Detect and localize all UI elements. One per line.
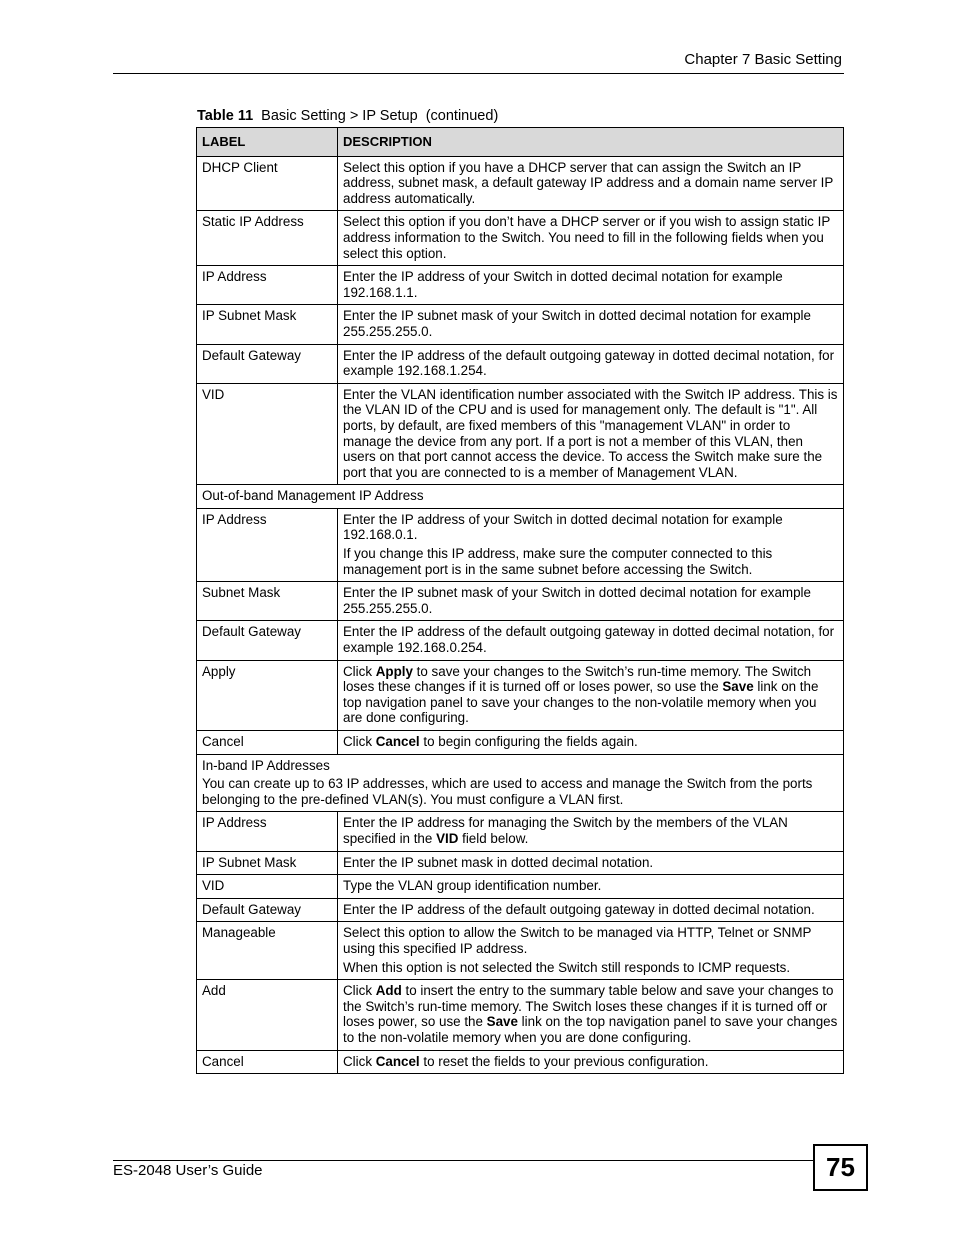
table-row (197, 922, 844, 980)
text-run: link on the top navigation panel to save your changes to the non-volatile memory when you are done configuring. (343, 1014, 838, 1045)
text-run: to reset the fields to your previous configuration. (419, 1053, 709, 1069)
text-run: Enter the IP address for managing the Switch by the members of the VLAN specified in the (343, 815, 788, 846)
section-cell (197, 754, 844, 812)
table-row (197, 266, 844, 305)
table-row (197, 1050, 844, 1074)
chapter-header: Chapter 7 Basic Setting (684, 51, 842, 68)
table-row (197, 156, 844, 211)
table-caption-label: Table 11 (197, 108, 254, 124)
row-label: Default Gateway (197, 344, 338, 383)
header-rule (113, 73, 844, 74)
row-description (338, 812, 844, 851)
row-label: DHCP Client (197, 156, 338, 211)
row-description (338, 660, 844, 730)
text-run: Click (343, 663, 376, 679)
row-description (338, 922, 844, 980)
row-label: IP Address (197, 508, 338, 581)
table-row (197, 508, 844, 581)
table-row (197, 344, 844, 383)
table-row (197, 383, 844, 485)
section-row-out-of-band (197, 485, 844, 509)
section-title: In-band IP Addresses (202, 757, 330, 773)
row-description: Select this option if you have a DHCP server that can assign the Switch an IP address, subnet mask, a default gateway IP address and a domain name server IP address automatically. (338, 156, 844, 211)
ip-setup-table (196, 127, 844, 1074)
bold-term-cancel: Cancel (375, 1053, 420, 1069)
table-row (197, 582, 844, 621)
row-label: Cancel (197, 1050, 338, 1074)
row-label: IP Address (197, 812, 338, 851)
row-label: Add (197, 980, 338, 1050)
description-paragraph: When this option is not selected the Switch still responds to ICMP requests. (343, 959, 791, 975)
description-paragraph: Select this option to allow the Switch to be managed via HTTP, Telnet or SNMP using this specified IP address. (343, 925, 812, 956)
footer-rule (113, 1160, 813, 1161)
row-description: Enter the IP address of the default outgoing gateway in dotted decimal notation. (338, 898, 844, 922)
row-description: Select this option if you don’t have a DHCP server or if you wish to assign static IP address information to the Switch. You need to fill in the following fields when you select this option. (338, 211, 844, 266)
row-label: Apply (197, 660, 338, 730)
table-row (197, 731, 844, 755)
row-label: VID (197, 383, 338, 485)
text-run: to begin configuring the fields again. (419, 734, 638, 749)
section-title: Out-of-band Management IP Address (197, 485, 844, 509)
column-header-description: DESCRIPTION (338, 128, 844, 157)
table-header-row (197, 128, 844, 157)
guide-title: ES-2048 User’s Guide (113, 1162, 263, 1179)
row-label: Cancel (197, 731, 338, 755)
text-run: field below. (458, 830, 529, 846)
row-description (338, 1050, 844, 1074)
row-description (338, 731, 844, 755)
row-description: Enter the IP address of the default outgoing gateway in dotted decimal notation, for example 192.168.0.254. (338, 621, 844, 660)
bold-term-add: Add (375, 983, 402, 999)
table-caption (197, 108, 498, 124)
row-description (338, 508, 844, 581)
text-run: Click (343, 1053, 376, 1069)
table-row (197, 305, 844, 344)
row-description (338, 980, 844, 1050)
page-number: 75 (813, 1144, 868, 1191)
table-row (197, 621, 844, 660)
text-run: Click (343, 983, 376, 999)
bold-term-save: Save (722, 679, 754, 695)
row-description: Enter the IP subnet mask in dotted decimal notation. (338, 851, 844, 875)
row-label: Static IP Address (197, 211, 338, 266)
text-run: link on the top navigation panel to save your changes to the non-volatile memory when you are done configuring. (343, 679, 819, 726)
row-label: Default Gateway (197, 621, 338, 660)
row-label: Manageable (197, 922, 338, 980)
row-label: Subnet Mask (197, 582, 338, 621)
table-row (197, 875, 844, 899)
table-row (197, 851, 844, 875)
text-run: Click (343, 734, 376, 749)
bold-term-apply: Apply (375, 663, 413, 679)
bold-term-save: Save (486, 1014, 518, 1030)
row-label: VID (197, 875, 338, 899)
table-row (197, 980, 844, 1050)
description-paragraph: Enter the IP address of your Switch in dotted decimal notation for example 192.168.0.1. (343, 511, 783, 543)
bold-term-cancel: Cancel (375, 734, 420, 749)
row-description: Enter the IP address of your Switch in dotted decimal notation for example 192.168.1.1. (338, 266, 844, 305)
table-row (197, 660, 844, 730)
row-description: Enter the VLAN identification number associated with the Switch IP address. This is the VLAN ID of the CPU and is used for management only. The default is "1". All ports, by default, are fixed members of this "management VLAN" in order to manage the device from any port. If a port is not a member of this VLAN, then users on that port cannot access the device. To access the Switch make sure the port that you are connected to is a member of Management VLAN. (338, 383, 844, 485)
table-row (197, 211, 844, 266)
row-description: Enter the IP address of the default outgoing gateway in dotted decimal notation, for example 192.168.1.254. (338, 344, 844, 383)
section-note: You can create up to 63 IP addresses, which are used to access and manage the Switch from the ports belonging to the pre-defined VLAN(s). You must configure a VLAN first. (202, 776, 813, 807)
table-caption-title: Basic Setting > IP Setup (continued) (261, 108, 499, 124)
row-label: IP Subnet Mask (197, 305, 338, 344)
text-run: to insert the entry to the summary table below and save your changes to the Switch’s run-time memory. The Switch loses these changes if it is turned off or loses power, so use the (343, 983, 834, 1030)
column-header-label: LABEL (197, 128, 338, 157)
row-description: Enter the IP subnet mask of your Switch in dotted decimal notation for example 255.255.255.0. (338, 582, 844, 621)
row-label: IP Subnet Mask (197, 851, 338, 875)
row-description: Type the VLAN group identification number. (338, 875, 844, 899)
section-row-in-band (197, 754, 844, 812)
description-paragraph: If you change this IP address, make sure the computer connected to this management port is in the same subnet before accessing the Switch. (343, 546, 773, 577)
row-label: IP Address (197, 266, 338, 305)
row-label: Default Gateway (197, 898, 338, 922)
table-row (197, 812, 844, 851)
text-run: to save your changes to the Switch’s run-time memory. The Switch loses these changes if it is turned off or loses power, so use the (343, 663, 812, 695)
bold-term-vid: VID (436, 830, 459, 846)
table-row (197, 898, 844, 922)
row-description: Enter the IP subnet mask of your Switch in dotted decimal notation for example 255.255.255.0. (338, 305, 844, 344)
